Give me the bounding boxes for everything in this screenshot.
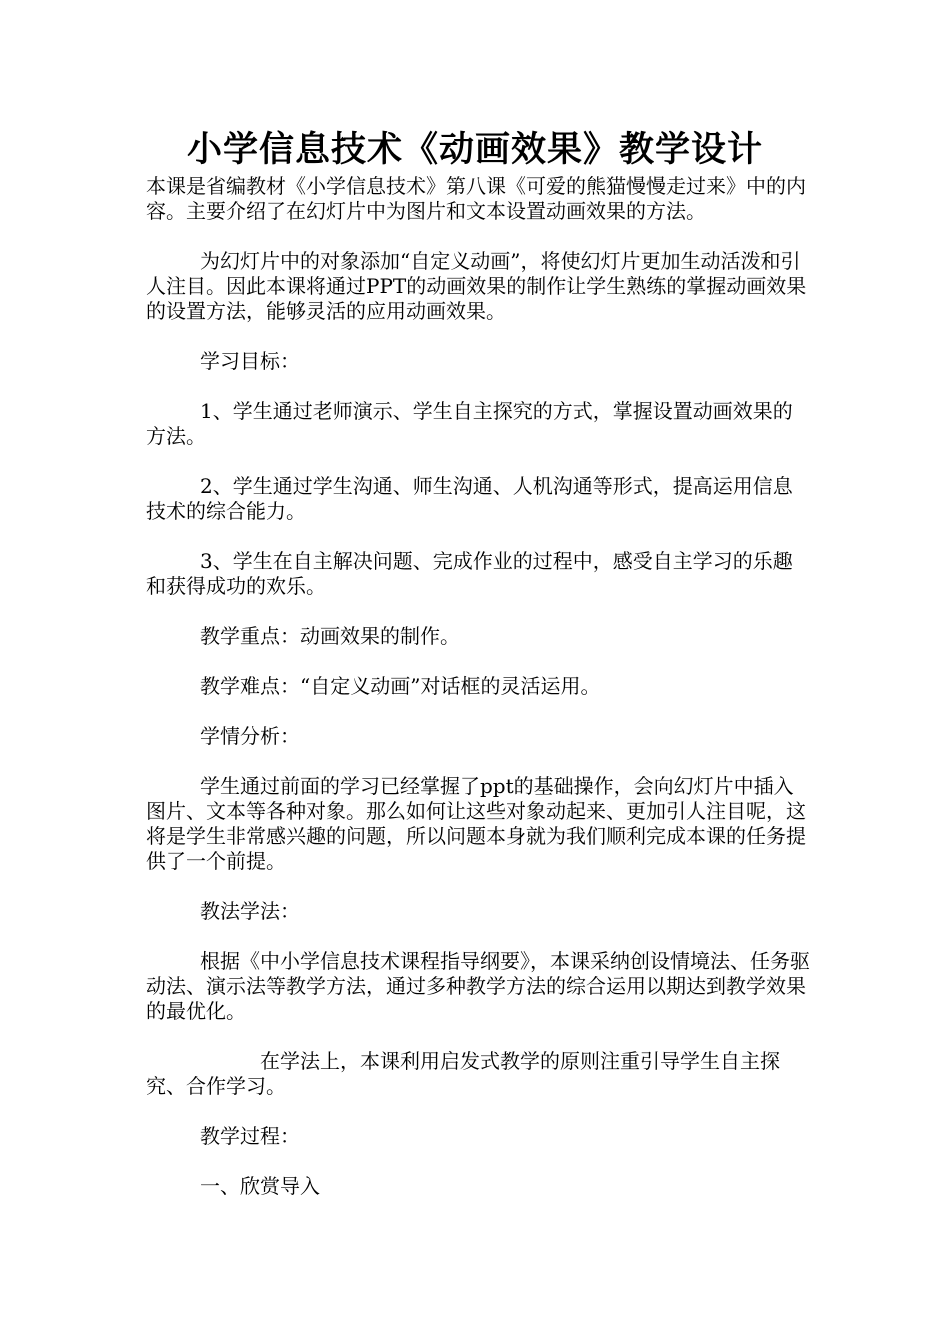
paragraph-intro: 本课是省编教材《小学信息技术》第八课《可爱的熊猫慢慢走过来》中的内容。主要介绍了在幻灯片中为图片和文本设置动画效果的方法。 bbox=[146, 174, 806, 223]
heading-student-analysis: 学情分析： bbox=[200, 724, 300, 748]
heading-teaching-methods: 教法学法： bbox=[200, 899, 300, 923]
paragraph-goal-2: 2、学生通过学生沟通、师生沟通、人机沟通等形式，提高运用信息技术的综合能力。 bbox=[146, 474, 793, 523]
paragraph-difficulty: 教学难点：“自定义动画”对话框的灵活运用。 bbox=[200, 674, 601, 698]
paragraph-learning-methods: 在学法上，本课利用启发式教学的原则注重引导学生自主探究、合作学习。 bbox=[146, 1049, 780, 1098]
paragraph-student-analysis: 学生通过前面的学习已经掌握了ppt的基础操作，会向幻灯片中插入图片、文本等各种对象。那么如何让这些对象动起来、更加引人注目呢，这将是学生非常感兴趣的问题，所以问题本身就为我们顺利完成本课的任务提供了一个前提。 bbox=[146, 774, 806, 873]
heading-learning-goals: 学习目标： bbox=[200, 349, 300, 373]
paragraph-teaching-methods: 根据《中小学信息技术课程指导纲要》，本课采纳创设情境法、任务驱动法、演示法等教学方法，通过多种教学方法的综合运用以期达到教学效果的最优化。 bbox=[146, 949, 810, 1023]
paragraph-overview: 为幻灯片中的对象添加“自定义动画”，将使幻灯片更加生动活泼和引人注目。因此本课将通过PPT的动画效果的制作让学生熟练的掌握动画效果的设置方法，能够灵活的应用动画效果。 bbox=[146, 249, 807, 323]
document-title: 小学信息技术《动画效果》教学设计 bbox=[186, 129, 763, 170]
document-body bbox=[146, 174, 810, 1224]
paragraph-goal-1: 1、学生通过老师演示、学生自主探究的方式，掌握设置动画效果的方法。 bbox=[146, 399, 793, 448]
heading-appreciation-intro: 一、欣赏导入 bbox=[200, 1174, 320, 1198]
heading-teaching-process: 教学过程： bbox=[200, 1124, 300, 1148]
paragraph-goal-3: 3、学生在自主解决问题、完成作业的过程中，感受自主学习的乐趣和获得成功的欢乐。 bbox=[146, 549, 793, 598]
paragraph-key-point: 教学重点：动画效果的制作。 bbox=[200, 624, 460, 648]
